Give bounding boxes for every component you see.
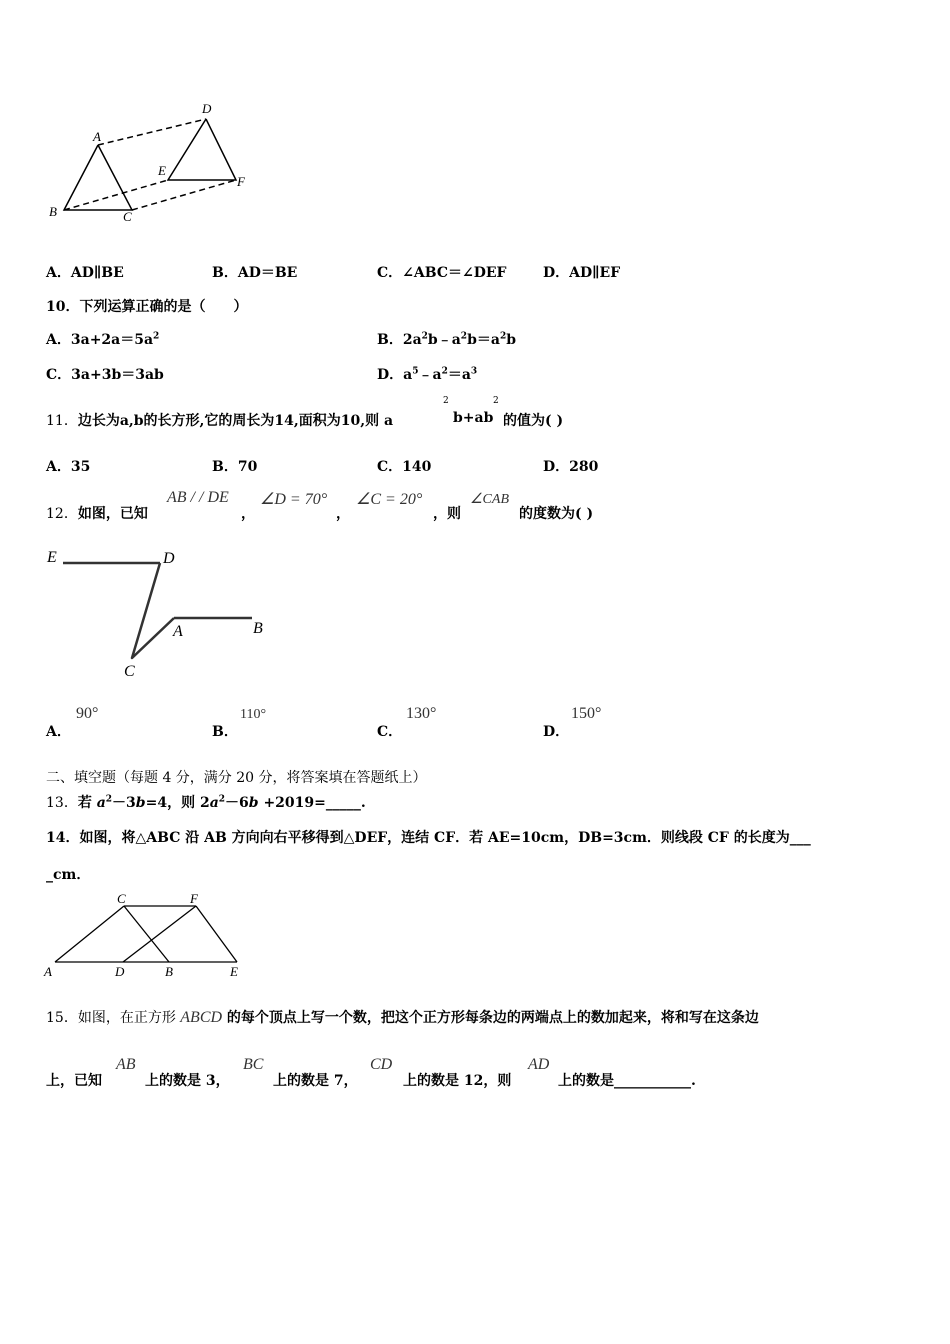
line-df (123, 906, 196, 962)
q11-exponent-1: 2 (443, 396, 449, 406)
q12-option-d-value[interactable]: 150° (571, 705, 602, 722)
q12-label-e: E (47, 549, 57, 566)
q10-stem: 10．下列运算正确的是（ ） (46, 299, 248, 315)
q15-line2-a: 上，已知 (46, 1073, 102, 1089)
dashed-cf (132, 180, 236, 210)
dashed-ad (98, 119, 206, 145)
q12-math-angle-cab: ∠CAB (470, 492, 509, 507)
q13-stem: 13．若 $a^2-3b=4$，则 $2a^2-6b$ +2019=_____. (46, 794, 366, 811)
q15-answer-blank[interactable]: ___________ (614, 1073, 691, 1089)
q12-stem-tail: 的度数为( ) (519, 506, 594, 522)
q9-option-c[interactable]: C．∠ABC＝∠DEF (377, 265, 507, 281)
q15-line2-e: 上的数是___________. (558, 1073, 696, 1089)
q13-answer-blank[interactable]: _____ (325, 795, 361, 811)
q9-option-d[interactable]: D．AD∥EF (543, 265, 621, 281)
q12-option-a-letter[interactable]: A． (46, 724, 71, 740)
segment-d-c-a (132, 563, 174, 658)
line-ac (55, 906, 124, 962)
q10-option-b[interactable]: B．$2a^2b﹣a^2b=a^2b$ (377, 331, 516, 348)
q11-option-b[interactable]: B．70 (212, 459, 258, 475)
q9-label-f: F (237, 174, 245, 189)
q14-label-e: E (230, 964, 238, 979)
triangle-def (168, 119, 236, 180)
q15-stem-line1: 15．如图，在正方形 ABCD 的每个顶点上写一个数，把这个正方形每条边的两端点上的数加起来，将和写在这条边 (46, 1009, 759, 1026)
q14-label-a: A (44, 964, 52, 979)
q12-stem-pre: 12．如图，已知 (46, 506, 148, 522)
q9-label-e: E (158, 163, 166, 178)
q11-option-a[interactable]: A．35 (46, 459, 91, 475)
q11-option-c[interactable]: C．140 (377, 459, 432, 475)
q12-label-c: C (124, 663, 135, 680)
q9-option-b[interactable]: B．AD＝BE (212, 265, 298, 281)
section-2-title: 二、填空题（每题 4 分，满分 20 分，将答案填在答题纸上） (46, 770, 427, 786)
q14-stem-line2[interactable]: _cm． (46, 867, 91, 883)
q11-stem-middle: b+ab (453, 410, 494, 426)
q12-label-b: B (253, 620, 263, 637)
q15-line2-d: 上的数是 12，则 (403, 1073, 512, 1089)
q10-option-a[interactable]: A．$3a+2a=5a^2$ (46, 331, 160, 348)
line-cb (124, 906, 169, 962)
q12-option-c-letter[interactable]: C． (377, 724, 403, 740)
line-fe (196, 906, 237, 962)
q11-stem: 11．边长为a,b的长方形,它的周长为14,面积为10,则 a (46, 413, 394, 429)
q15-math-ab: AB (116, 1056, 136, 1073)
q12-math-angle-c: ∠C = 20° (356, 491, 423, 508)
q14-label-f: F (190, 891, 198, 906)
q11-stem-tail: 的值为( ) (503, 413, 564, 429)
q12-option-c-value[interactable]: 130° (406, 705, 437, 722)
q14-label-c: C (117, 891, 126, 906)
q9-label-a: A (93, 129, 101, 144)
q9-option-a[interactable]: A．AD∥BE (46, 265, 124, 281)
q9-label-c: C (123, 209, 132, 224)
q12-comma-1: ， (241, 506, 255, 522)
q12-option-d-letter[interactable]: D． (543, 724, 570, 740)
q14-translation-figure (45, 895, 255, 970)
q9-label-b: B (49, 204, 57, 219)
q9-label-d: D (202, 101, 212, 116)
q10-option-c[interactable]: C．3a+3b＝3ab (46, 367, 164, 383)
q15-line2-c: 上的数是 7， (273, 1073, 358, 1089)
q15-math-ad: AD (528, 1056, 550, 1073)
q12-comma-2: ， (336, 506, 350, 522)
q10-option-d[interactable]: D．$a^5﹣a^2=a^3$ (377, 366, 478, 383)
q12-math-ab-parallel-de: AB / / DE (167, 489, 229, 506)
q15-math-bc: BC (243, 1056, 264, 1073)
q15-math-cd: CD (370, 1056, 393, 1073)
q12-then: ，则 (433, 506, 461, 522)
q15-line2-b: 上的数是 3， (145, 1073, 230, 1089)
q12-parallel-figure (40, 545, 280, 685)
q12-option-b-letter[interactable]: B． (212, 724, 238, 740)
q14-label-b: B (165, 964, 173, 979)
dashed-be (64, 180, 168, 210)
q12-option-a-value[interactable]: 90° (76, 705, 99, 722)
q12-option-b-value[interactable]: 110° (240, 707, 267, 722)
q9-translation-figure (40, 95, 270, 230)
q14-stem-line1: 14．如图，将△ABC 沿 AB 方向向右平移得到△DEF，连结 CF．若 AE=10cm，DB=3cm．则线段 CF 的长度为___ (46, 830, 811, 846)
q12-math-angle-d: ∠D = 70° (260, 491, 328, 508)
q12-label-d: D (163, 550, 175, 567)
q11-option-d[interactable]: D．280 (543, 459, 599, 475)
q14-label-d: D (115, 964, 125, 979)
q12-label-a: A (173, 623, 183, 640)
q11-exponent-2: 2 (493, 396, 499, 406)
